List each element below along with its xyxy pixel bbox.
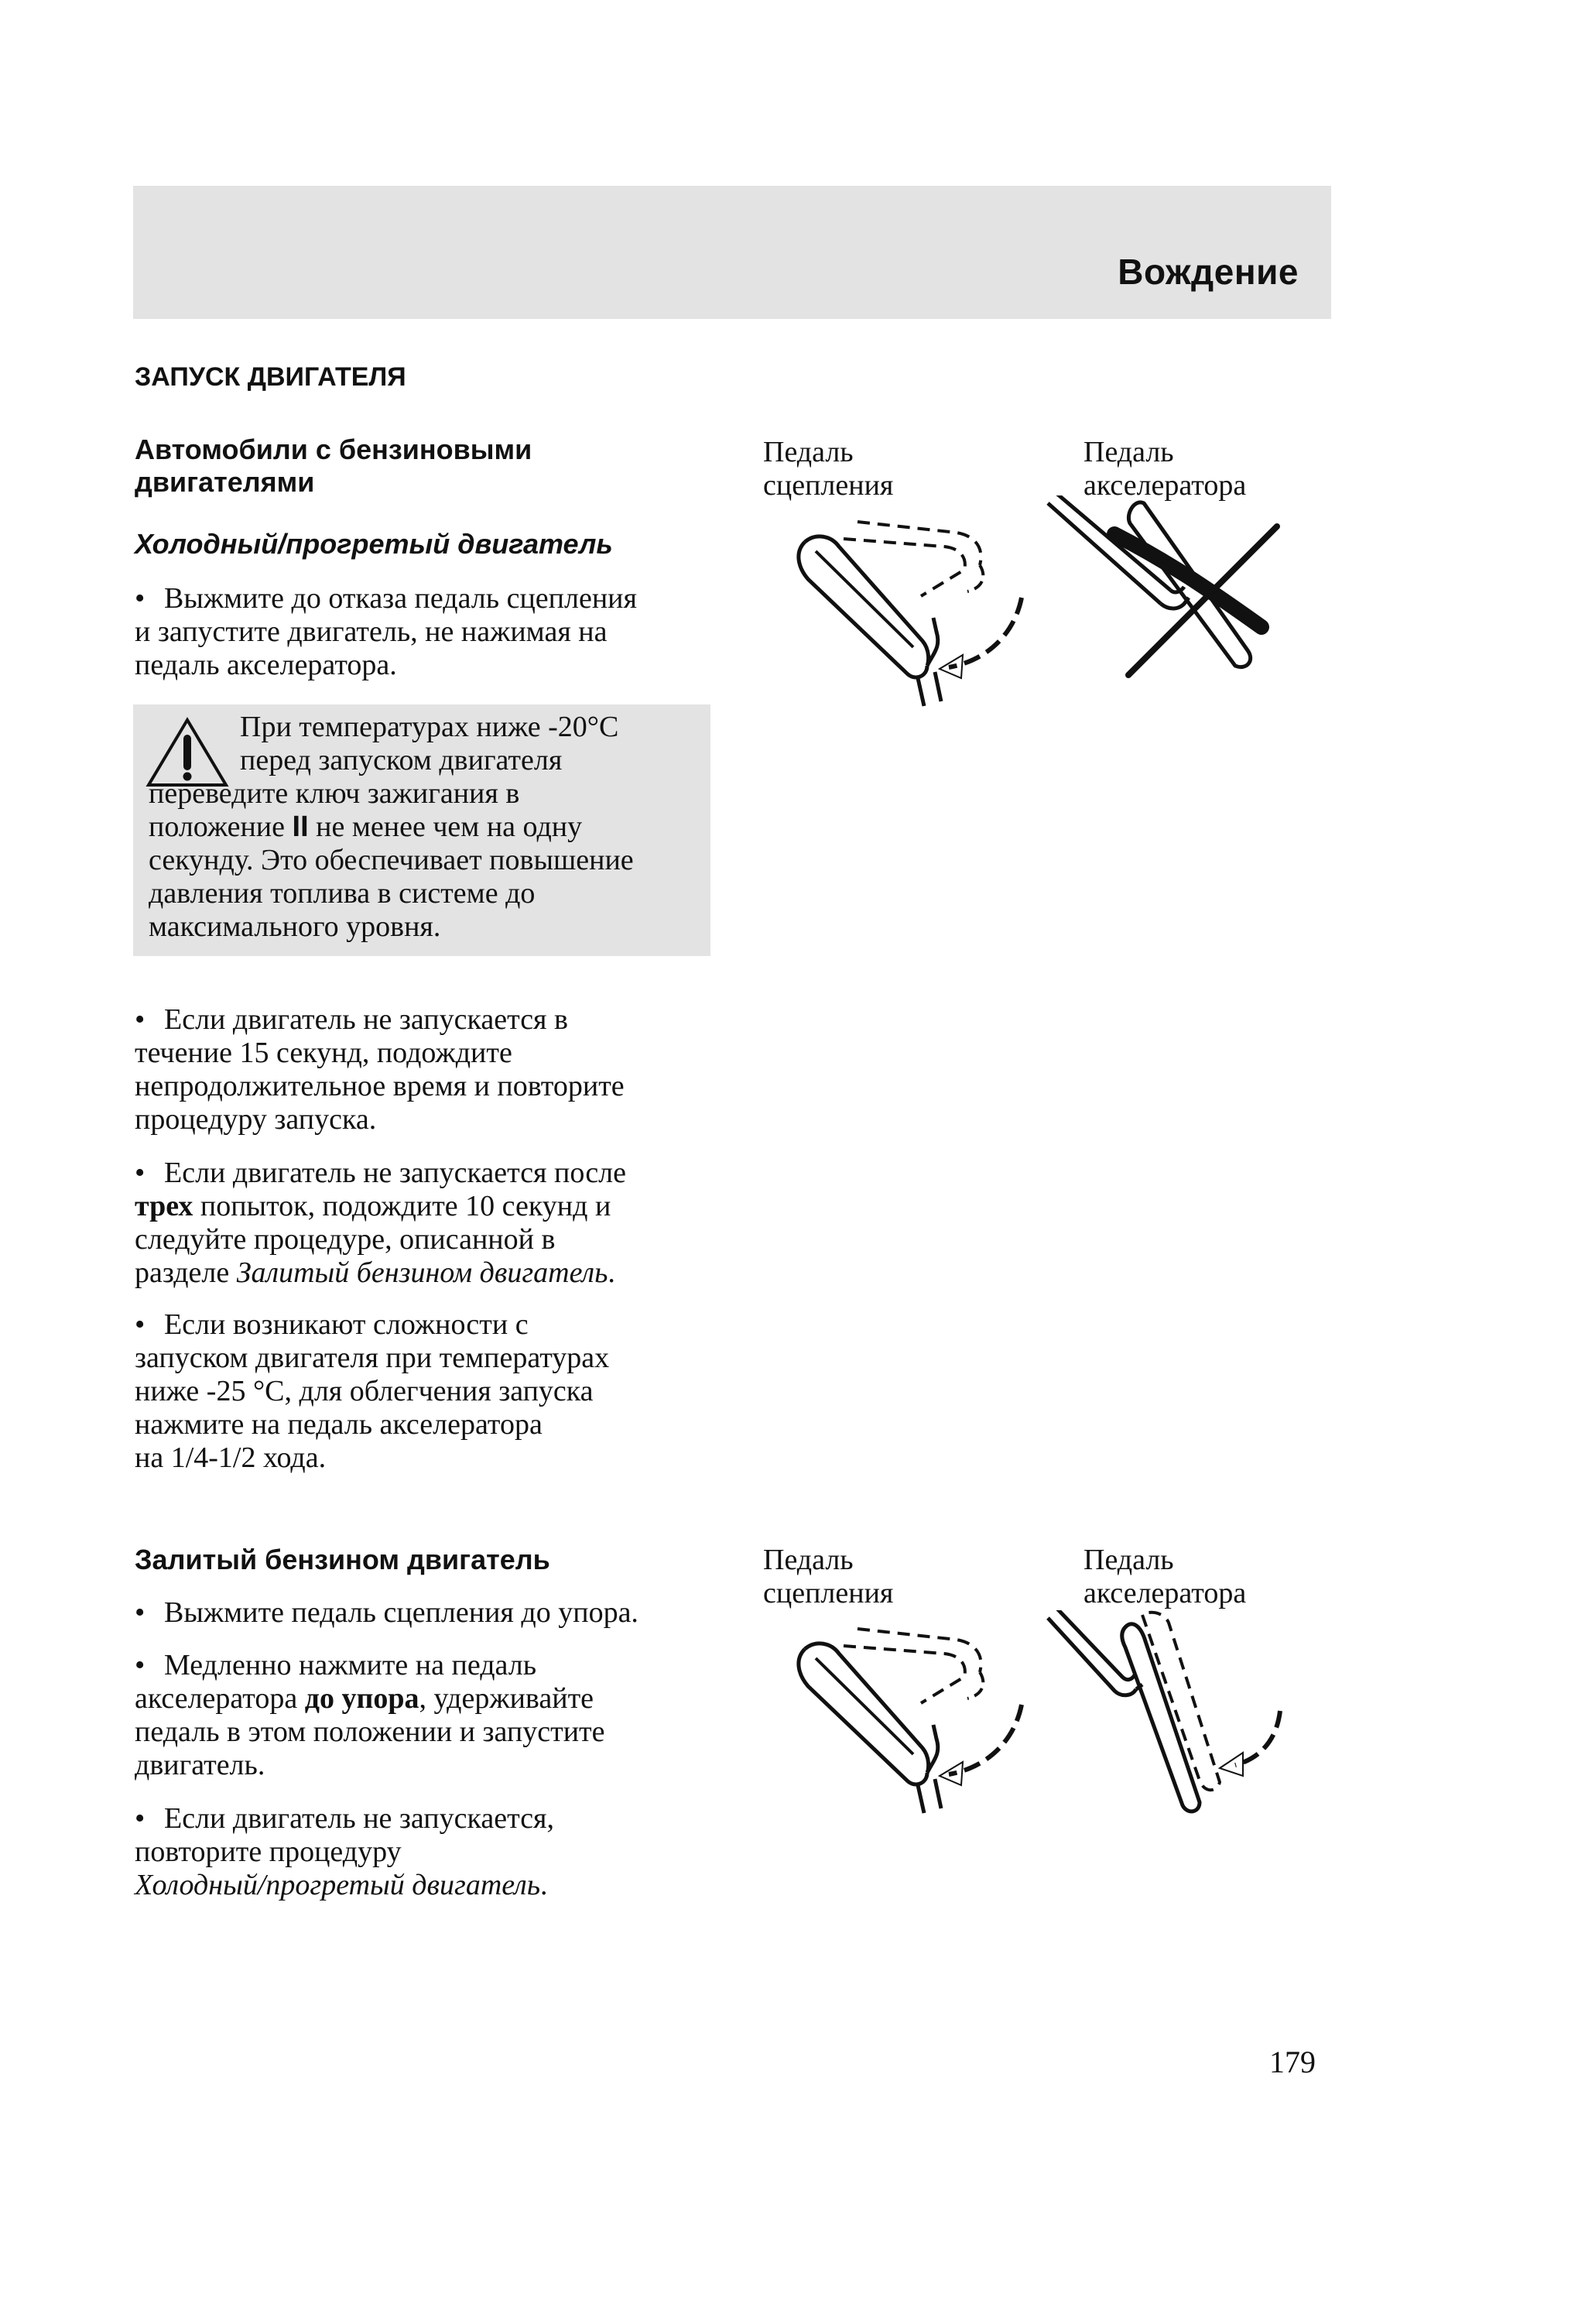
accelerator-pedal-pressed-icon: [1045, 1610, 1300, 1827]
bullet-text-part: .: [608, 1256, 615, 1289]
figure1-accelerator-label: [1083, 436, 1246, 502]
label-line: Педаль: [1083, 1544, 1174, 1576]
bullet-line: ниже -25 °C, для облегчения запуска: [135, 1375, 594, 1407]
chapter-title: Вождение: [1118, 252, 1299, 292]
warning-line: переведите ключ зажигания в: [149, 777, 520, 810]
warning-line: [149, 811, 700, 844]
bullet-line: повторите процедуру: [135, 1836, 402, 1868]
clutch-pedal-pressed-icon: [782, 1618, 1045, 1819]
bullet-line: Если двигатель не запускается после: [164, 1157, 627, 1189]
bullet-text-part: , удерживайте: [419, 1682, 594, 1715]
bullet-line: Если двигатель не запускается,: [164, 1802, 555, 1835]
bullet-marker: •: [135, 1308, 145, 1341]
bullet-clutch-full: [135, 1596, 723, 1630]
subsection-petrol-heading: [135, 434, 532, 499]
bullet-line: [135, 1682, 723, 1716]
bullet-line: Если возникают сложности с: [164, 1308, 529, 1341]
bullet-line: Если двигатель не запускается в: [164, 1003, 568, 1036]
warning-line: При температурах ниже -20°C: [240, 711, 619, 743]
bullet-marker: •: [135, 1003, 145, 1036]
bullet-text-part: .: [540, 1869, 548, 1901]
figure1-clutch-label: [763, 436, 893, 502]
warning-line: давления топлива в системе до: [149, 877, 536, 910]
bullet-line: течение 15 секунд, подождите: [135, 1037, 512, 1069]
bullet-line: двигатель.: [135, 1749, 265, 1781]
bullet-marker: •: [135, 1157, 145, 1189]
label-line: Педаль: [763, 1544, 854, 1576]
figure2-clutch-label: [763, 1544, 893, 1610]
bullet-line: педаль в этом положении и запустите: [135, 1716, 605, 1748]
bullet-line: и запустите двигатель, не нажимая на: [135, 615, 608, 648]
warning-text: [149, 711, 700, 944]
bullet-repeat-procedure: [135, 1802, 723, 1902]
bullet-three-attempts: [135, 1157, 723, 1290]
clutch-pedal-pressed-icon: [782, 511, 1045, 712]
bullet-line: Выжмите педаль сцепления до упора.: [164, 1596, 638, 1629]
label-line: акселератора: [1083, 469, 1247, 502]
warning-text-part: не менее чем на одну: [308, 811, 583, 843]
bullet-line: следуйте процедуре, описанной в: [135, 1223, 556, 1256]
bullet-line: запуском двигателя при температурах: [135, 1342, 610, 1374]
bullet-accelerator-full: [135, 1649, 723, 1782]
bullet-line: Выжмите до отказа педаль сцепления: [164, 582, 637, 615]
warning-box: [133, 704, 710, 956]
warning-line: перед запуском двигателя: [240, 744, 563, 776]
cold-warm-heading: Холодный/прогретый двигатель: [135, 528, 613, 560]
bullet-line: педаль акселератора.: [135, 649, 397, 681]
label-line: акселератора: [1083, 1577, 1247, 1609]
bullet-line: Медленно нажмите на педаль: [164, 1649, 537, 1681]
figure2-accelerator-label: [1083, 1544, 1246, 1610]
bullet-marker: •: [135, 1649, 145, 1681]
ignition-position: II: [292, 811, 309, 843]
warning-text-part: положение: [149, 811, 293, 843]
chapter-header-band: [133, 186, 1331, 319]
warning-line: секунду. Это обеспечивает повышение: [149, 844, 634, 876]
bullet-line: процедуру запуска.: [135, 1103, 377, 1136]
bullet-line: нажмите на педаль акселератора: [135, 1408, 543, 1441]
page-number: 179: [1269, 2045, 1316, 2079]
bullet-clutch-start: [135, 582, 723, 682]
label-line: сцепления: [763, 469, 894, 502]
bullet-line: [135, 1256, 723, 1290]
bullet-line: [135, 1869, 723, 1902]
bullet-line: непродолжительное время и повторите: [135, 1070, 625, 1102]
section-title: ЗАПУСК ДВИГАТЕЛЯ: [135, 362, 406, 392]
bullet-marker: •: [135, 582, 145, 615]
bullet-no-start-15s: [135, 1003, 723, 1136]
cross-reference: Залитый бензином двигатель: [236, 1256, 608, 1289]
accelerator-pedal-crossed-icon: [1045, 495, 1300, 689]
subsection-petrol-line2: двигателями: [135, 466, 315, 498]
bullet-text-part: попыток, подождите 10 секунд и: [193, 1190, 611, 1222]
emphasis-text: трех: [135, 1190, 193, 1222]
bullet-text-part: акселератора: [135, 1682, 305, 1715]
label-line: Педаль: [763, 436, 854, 468]
emphasis-text: до упора: [304, 1682, 419, 1715]
bullet-line: [135, 1190, 723, 1223]
flooded-heading: Залитый бензином двигатель: [135, 1544, 550, 1575]
subsection-petrol-line1: Автомобили с бензиновыми: [135, 434, 532, 465]
warning-line: максимального уровня.: [149, 910, 441, 943]
bullet-marker: •: [135, 1596, 145, 1629]
label-line: Педаль: [1083, 436, 1174, 468]
bullet-cold-temperature: [135, 1308, 723, 1475]
cross-reference: Холодный/прогретый двигатель: [135, 1869, 541, 1901]
label-line: сцепления: [763, 1577, 894, 1609]
bullet-line: на 1/4-1/2 хода.: [135, 1441, 327, 1474]
bullet-marker: •: [135, 1802, 145, 1835]
bullet-text-part: разделе: [135, 1256, 237, 1289]
